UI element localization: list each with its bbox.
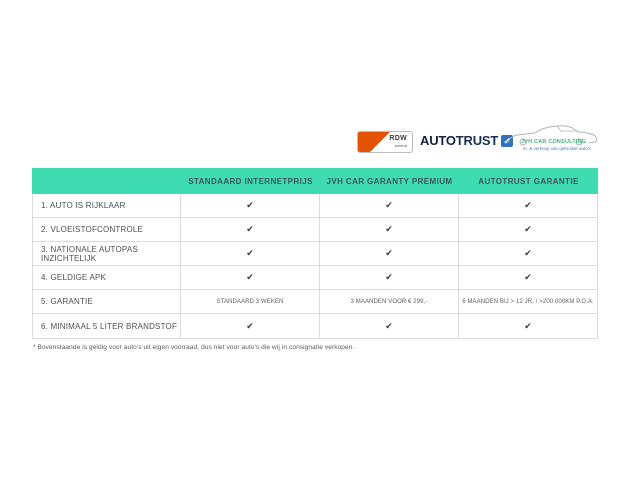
- table-header-row: [32, 168, 598, 194]
- check-icon: ✔: [181, 242, 320, 265]
- jvh-car-consulting-logo: [505, 124, 600, 156]
- logo-strip: [355, 124, 600, 156]
- jvh-logo-name: JVH CAR CONSULTING: [521, 139, 587, 145]
- table-row: [33, 218, 597, 242]
- table-cell-text: STANDAARD 3 WEKEN: [181, 290, 320, 313]
- autotrust-word-part1: AUTO: [420, 133, 456, 148]
- table-header-jvh-car-garanty-premium: JVH CAR GARANTY PREMIUM: [326, 176, 453, 186]
- check-icon: ✔: [320, 242, 459, 265]
- rdw-subtitle: erkend: [394, 142, 407, 148]
- rdw-erkend-logo: [357, 131, 413, 153]
- check-icon: ✔: [320, 314, 459, 338]
- rdw-name: RDW: [389, 135, 407, 142]
- check-icon: ✔: [320, 218, 459, 241]
- table-row: [33, 314, 597, 338]
- check-icon: ✔: [320, 194, 459, 217]
- check-icon: ✔: [320, 266, 459, 289]
- check-icon: ✔: [524, 224, 532, 234]
- autotrust-check-icon: ✓: [501, 135, 513, 147]
- table-row: [33, 266, 597, 290]
- autotrust-word-part2: TRUST: [455, 133, 499, 148]
- check-icon: ✔: [524, 200, 532, 210]
- row-label: 4. GELDIGE APK: [33, 266, 181, 289]
- row-label: 6. MINIMAAL 5 LITER BRANDSTOF: [33, 314, 181, 338]
- check-icon: ✔: [181, 314, 320, 338]
- check-icon: ✔: [524, 272, 532, 282]
- table-header-autotrust-garantie: AUTOTRUST GARANTIE: [478, 176, 579, 186]
- rdw-logo-text: [389, 135, 407, 148]
- autotrust-logo: [420, 133, 513, 148]
- table-row: [33, 194, 597, 218]
- check-icon: ✔: [524, 320, 532, 331]
- table-cell-text: 3 MAANDEN VOOR € 299,-: [320, 290, 459, 313]
- autotrust-wordmark: [420, 133, 498, 148]
- row-label: 1. AUTO IS RIJKLAAR: [33, 194, 181, 217]
- jvh-logo-tagline: in- & verkoop van gebruikte auto's: [523, 146, 591, 151]
- table-body: [32, 194, 598, 339]
- comparison-table: [32, 168, 598, 339]
- table-row: [33, 290, 597, 314]
- table-cell-text: 6 MAANDEN BIJ > 12 JR. / >200.000KM P.O.A.: [462, 298, 594, 305]
- row-label: 5. GARANTIE: [33, 290, 181, 313]
- check-icon: ✔: [181, 194, 320, 217]
- footnote: * Bovenstaande is geldig voor auto's uit eigen voorraad, dus niet voor auto's die wij in consignatie verkopen.: [33, 344, 355, 351]
- check-icon: ✔: [181, 266, 320, 289]
- table-row: [33, 242, 597, 266]
- row-label: 3. NATIONALE AUTOPAS INZICHTELIJK: [33, 242, 181, 265]
- check-icon: ✔: [181, 218, 320, 241]
- row-label: 2. VLOEISTOFCONTROLE: [33, 218, 181, 241]
- table-header-standaard-internetprijs: STANDAARD INTERNETPRIJS: [188, 176, 313, 186]
- check-icon: ✔: [524, 248, 532, 258]
